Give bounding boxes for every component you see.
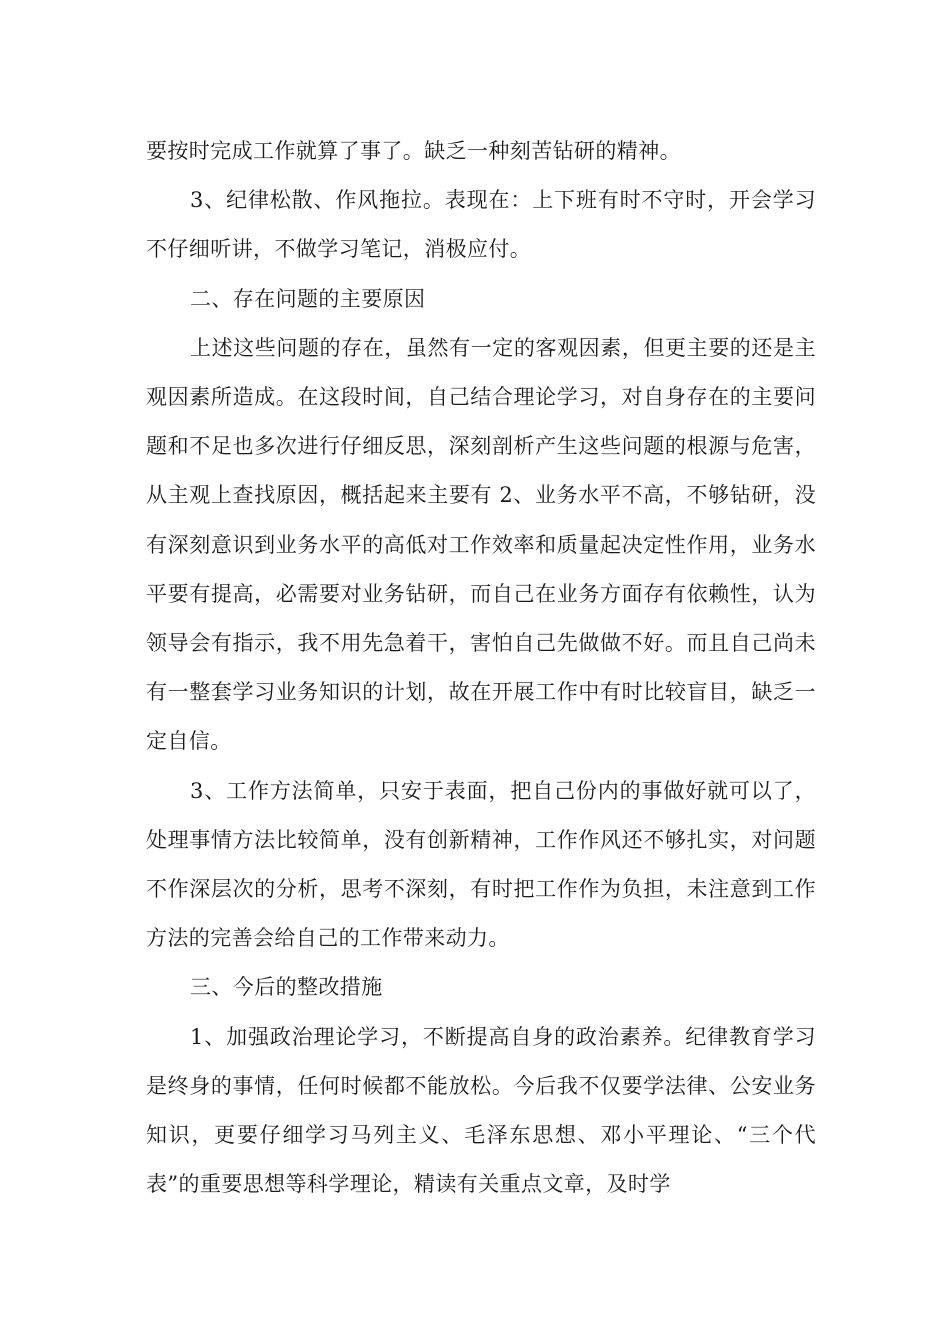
paragraph-continuation: 要按时完成工作就算了事了。缺乏一种刻苦钻研的精神。 bbox=[146, 139, 681, 163]
document-body bbox=[146, 127, 816, 1209]
paragraph-causes: 上述这些问题的存在，虽然有一定的客观因素，但更主要的还是主观因素所造成。在这段时间，自己结合理论学习，对自身存在的主要问题和不足也多次进行仔细反思，深刻剖析产生这些问题的根源与危害，从主观上查找原因，概括起来主要有 2、业务水平不高，不够钻研，没有深刻意识到业务水平的高低对工作效率和质量起决定性作用，业务水平要有提高，必需要对业务钻研，而自己在业务方面存有依赖性，认为领导会有指示，我不用先急着干，害怕自己先做做不好。而且自己尚未有一整套学习业务知识的计划，故在开展工作中有时比较盲目，缺乏一定自信。 bbox=[146, 335, 816, 754]
paragraph-measure-1: 1、加强政治理论学习，不断提高自身的政治素养。纪律教育学习是终身的事情，任何时候都不能放松。今后我不仅要学法律、公安业务知识，更要仔细学习马列主义、毛泽东思想、邓小平理论、“三个代表”的重要思想等科学理论，精读有关重点文章，及时学 bbox=[146, 1024, 816, 1197]
section-heading-measures: 三、今后的整改措施 bbox=[190, 975, 383, 1000]
section-heading-causes: 二、存在问题的主要原因 bbox=[190, 286, 426, 311]
paragraph-work-method: 3、工作方法简单，只安于表面，把自己份内的事做好就可以了，处理事情方法比较简单，没有创新精神，工作作风还不够扎实，对问题不作深层次的分析，思考不深刻，有时把工作作为负担，未注意到工作方法的完善会给自己的工作带来动力。 bbox=[146, 778, 816, 951]
paragraph-discipline: 3、纪律松散、作风拖拉。表现在：上下班有时不守时，开会学习不仔细听讲，不做学习笔记，消极应付。 bbox=[146, 188, 816, 262]
